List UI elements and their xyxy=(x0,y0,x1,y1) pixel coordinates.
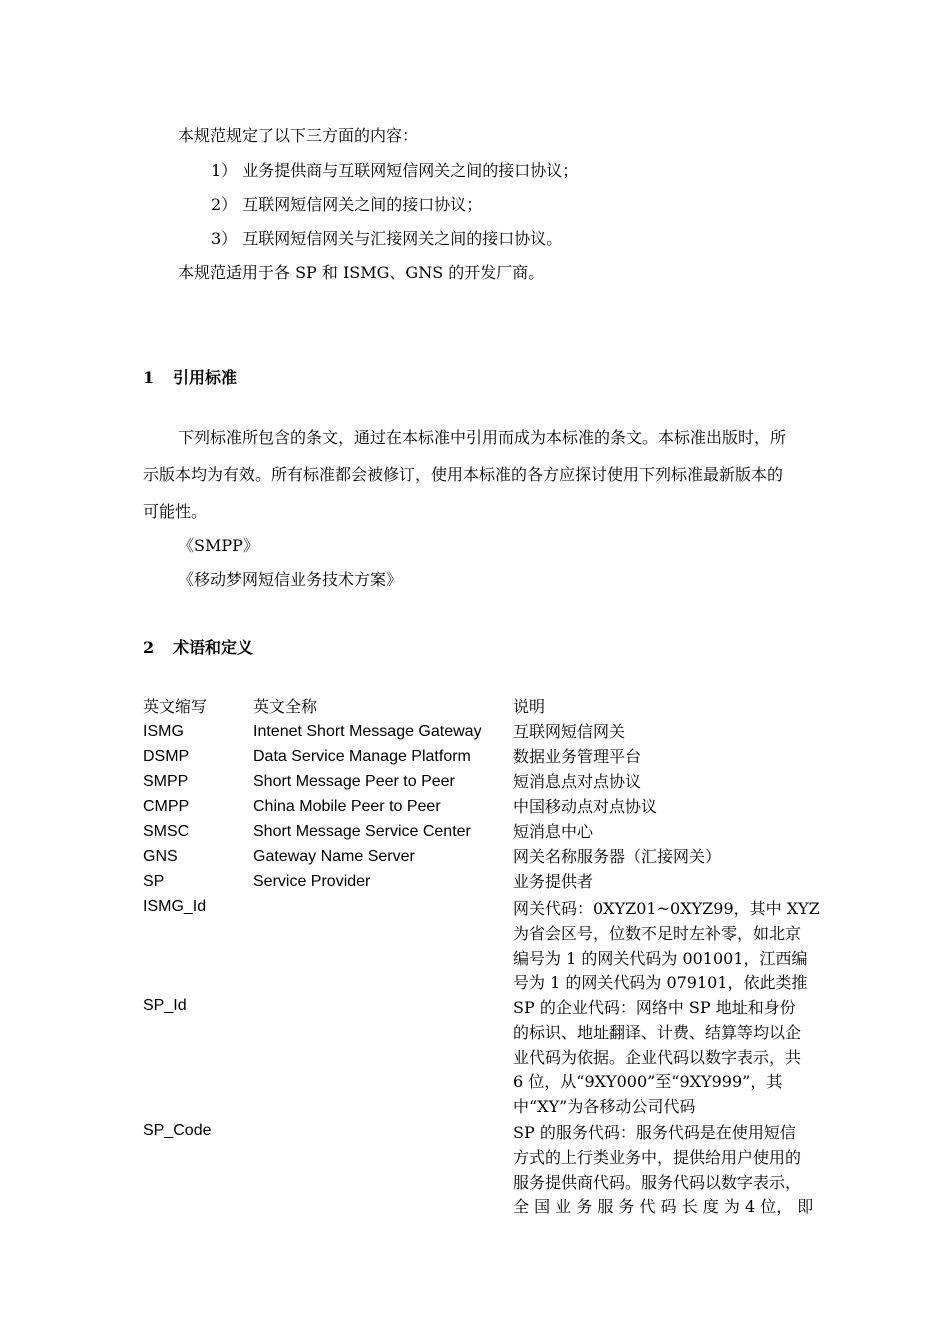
term-description: 中国移动点对点协议 xyxy=(513,797,658,816)
intro-lead: 本规范规定了以下三方面的内容： xyxy=(178,126,419,145)
term-description-line: SP 的企业代码：网络中 SP 地址和身份 xyxy=(513,998,796,1017)
section-2-heading xyxy=(143,638,253,658)
term-description: 网关名称服务器（汇接网关） xyxy=(513,847,722,866)
section-1-number: 1 xyxy=(143,368,155,387)
term-description: 业务提供者 xyxy=(513,872,594,891)
term-description-line: 服务提供商代码。服务代码以数字表示， xyxy=(513,1172,802,1192)
header-full-name: 英文全称 xyxy=(253,697,318,716)
term-full-name: Data Service Manage Platform xyxy=(253,748,471,765)
table-row xyxy=(143,797,823,822)
term-description: 数据业务管理平台 xyxy=(513,747,642,766)
term-full-name: China Mobile Peer to Peer xyxy=(253,798,441,815)
term-description xyxy=(513,897,820,996)
term-full-name: Intenet Short Message Gateway xyxy=(253,723,482,740)
intro-item-3: 3） 互联网短信网关与汇接网关之间的接口协议。 xyxy=(211,229,563,248)
section-1-heading xyxy=(143,368,237,388)
term-abbr: ISMG_Id xyxy=(143,898,207,915)
term-abbr: SMPP xyxy=(143,773,189,790)
term-description xyxy=(513,1121,814,1220)
term-description-line: 6 位，从“9XY000”至“9XY999”，其 xyxy=(513,1072,783,1092)
term-full-name: Gateway Name Server xyxy=(253,848,415,865)
header-abbr: 英文缩写 xyxy=(143,697,208,716)
terms-table-header xyxy=(143,697,823,722)
term-description-line: 的标识、地址翻译、计费、结算等均以企 xyxy=(513,1022,802,1042)
term-description xyxy=(513,996,807,1120)
header-description: 说明 xyxy=(513,697,546,716)
table-row xyxy=(143,822,823,847)
term-abbr: SP_Id xyxy=(143,997,187,1014)
table-row xyxy=(143,847,823,872)
table-row xyxy=(143,747,823,772)
term-abbr: SP xyxy=(143,873,165,890)
term-description: 短消息点对点协议 xyxy=(513,772,642,791)
intro-scope: 本规范适用于各 SP 和 ISMG、GNS 的开发厂商。 xyxy=(178,263,545,282)
table-row xyxy=(143,722,823,747)
table-row xyxy=(143,772,823,797)
term-abbr: DSMP xyxy=(143,748,190,765)
intro-item-1: 1） 业务提供商与互联网短信网关之间的接口协议； xyxy=(211,161,579,180)
table-row xyxy=(143,996,823,1121)
table-row xyxy=(143,872,823,897)
section-1-para-line-3: 可能性。 xyxy=(143,502,208,521)
section-1-title: 引用标准 xyxy=(173,368,238,387)
term-description-line: 编号为 1 的网关代码为 001001，江西编 xyxy=(513,948,808,968)
table-row xyxy=(143,1121,823,1221)
term-description-line: 业代码为依据。企业代码以数字表示，共 xyxy=(513,1047,802,1067)
term-full-name: Short Message Peer to Peer xyxy=(253,773,455,790)
term-abbr: CMPP xyxy=(143,798,190,815)
term-abbr: GNS xyxy=(143,848,178,865)
term-description-line: 方式的上行类业务中，提供给用户使用的 xyxy=(513,1147,802,1167)
section-2-title: 术语和定义 xyxy=(173,638,254,657)
term-description-line: 为省会区号，位数不足时左补零，如北京 xyxy=(513,923,802,943)
term-description-line: 号为 1 的网关代码为 079101，依此类推 xyxy=(513,973,808,993)
term-description-line: 中“XY”为各移动公司代码 xyxy=(513,1097,696,1117)
term-abbr: SP_Code xyxy=(143,1122,212,1139)
section-1-para-line-2: 示版本均为有效。所有标准都会被修订，使用本标准的各方应探讨使用下列标准最新版本的 xyxy=(143,465,784,484)
table-row xyxy=(143,897,823,997)
term-description: 短消息中心 xyxy=(513,822,594,841)
section-1-para-line-1: 下列标准所包含的条文，通过在本标准中引用而成为本标准的条文。本标准出版时，所 xyxy=(178,428,787,447)
intro-item-2: 2） 互联网短信网关之间的接口协议； xyxy=(211,195,483,214)
term-description-line: SP 的服务代码：服务代码是在使用短信 xyxy=(513,1123,796,1142)
term-abbr: SMSC xyxy=(143,823,190,840)
term-full-name: Short Message Service Center xyxy=(253,823,471,840)
term-description-line: 全 国 业 务 服 务 代 码 长 度 为 4 位， 即 xyxy=(513,1197,814,1217)
term-full-name: Service Provider xyxy=(253,873,371,890)
reference-smpp: 《SMPP》 xyxy=(178,536,259,555)
term-abbr: ISMG xyxy=(143,723,184,740)
term-description: 互联网短信网关 xyxy=(513,722,626,741)
section-2-number: 2 xyxy=(143,638,155,657)
reference-monternet: 《移动梦网短信业务技术方案》 xyxy=(178,570,403,589)
term-description-line: 网关代码：0XYZ01~0XYZ99，其中 XYZ xyxy=(513,899,820,918)
